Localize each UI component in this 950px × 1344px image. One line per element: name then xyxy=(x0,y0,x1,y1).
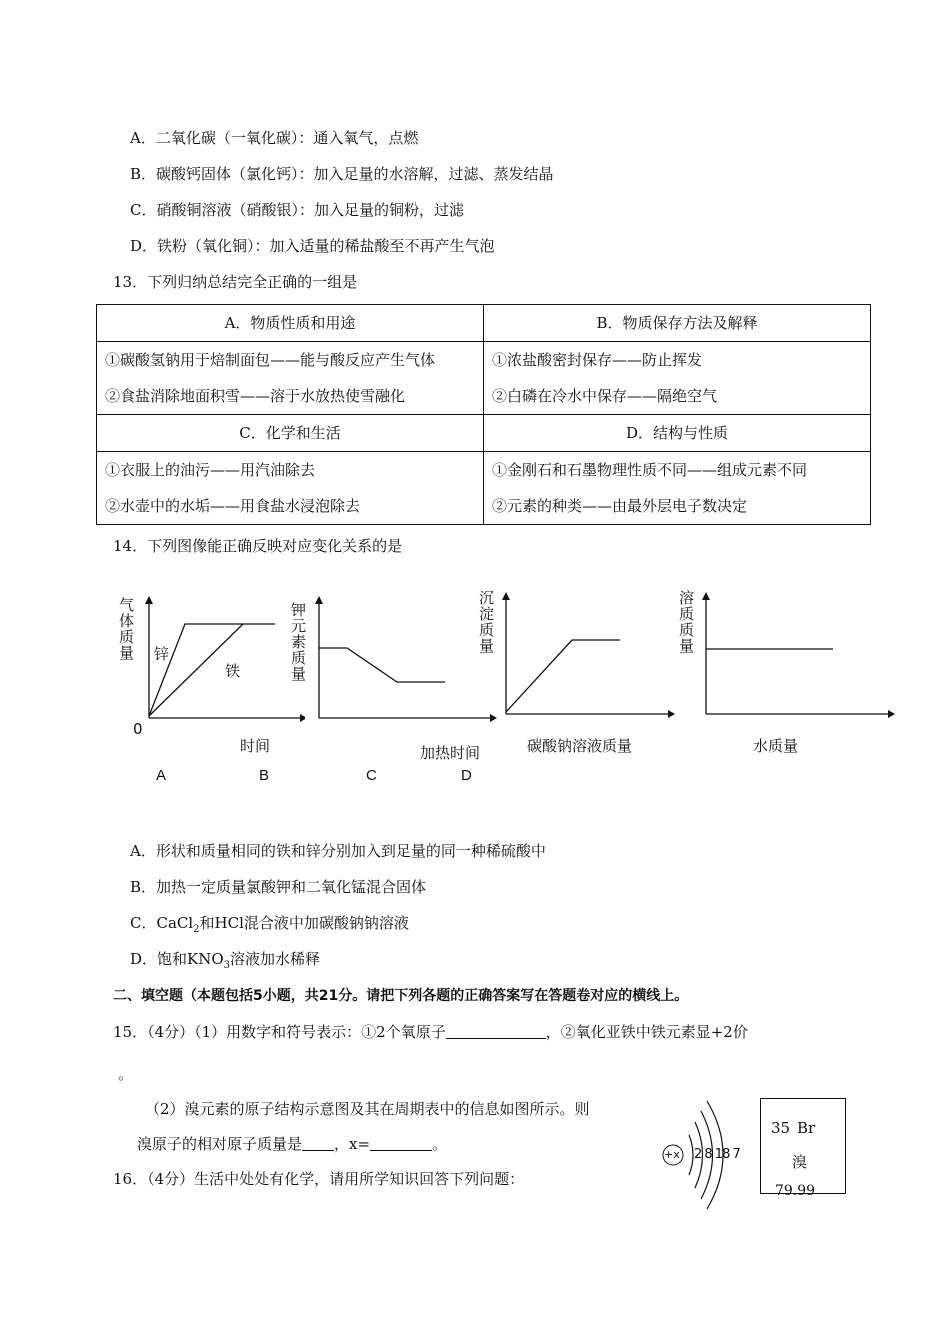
q14-stem: 14．下列图像能正确反映对应变化关系的是 xyxy=(113,537,403,555)
q13-c-item2: ②水壶中的水垢——用食盐水浸泡除去 xyxy=(105,497,361,515)
q12-option-a: A．二氧化碳（一氧化碳）：通入氧气，点燃 xyxy=(130,129,419,147)
graph-c-x-arrow xyxy=(668,710,675,718)
nucleus-charge: +x xyxy=(664,1148,680,1161)
graph-a-xlabel: 时间 xyxy=(240,737,271,755)
q13-stem: 13．下列归纳总结完全正确的一组是 xyxy=(113,273,358,291)
graph-c-xlabel: 碳酸钠溶液质量 xyxy=(527,737,633,755)
periodic-table-cell xyxy=(760,1098,846,1199)
q13-b-head: B．物质保存方法及解释 xyxy=(484,305,871,342)
q15-blank-3[interactable] xyxy=(370,1135,432,1151)
q15-blank-1[interactable] xyxy=(446,1023,546,1039)
q15-part1-end: 。 xyxy=(118,1065,134,1083)
q15-part2-c: ，x= xyxy=(334,1135,371,1153)
q13-b-body xyxy=(484,342,871,415)
q13-a-item2: ②食盐消除地面积雪——溶于水放热使雪融化 xyxy=(105,387,406,405)
graph-a-zinc-line xyxy=(149,624,275,716)
q14-option-c-pre: C．CaCl xyxy=(130,914,194,932)
graph-caption-b: B xyxy=(259,767,270,784)
q15-part2-b: 溴原子的相对原子质量是 xyxy=(137,1135,303,1153)
graph-b-line xyxy=(319,648,445,682)
graph-b-x-arrow xyxy=(490,714,497,722)
q15-part1 xyxy=(113,1021,748,1042)
graph-caption-a: A xyxy=(156,767,167,784)
q13-a-body xyxy=(97,342,484,415)
shell-1 xyxy=(689,1135,693,1175)
graph-d xyxy=(700,588,895,718)
q15-part1-b: ，②氧化亚铁中铁元素显+2价 xyxy=(545,1023,748,1041)
graph-d-ylabel: 溶质质量 xyxy=(679,589,695,655)
q14-option-c xyxy=(130,912,409,935)
q14-option-b: B．加热一定质量氯酸钾和二氧化锰混合固体 xyxy=(130,878,427,896)
q13-a-head: A．物质性质和用途 xyxy=(97,305,484,342)
graph-d-xlabel: 水质量 xyxy=(753,737,799,755)
q13-d-body xyxy=(484,452,871,525)
q13-b-item2: ②白磷在冷水中保存——隔绝空气 xyxy=(492,387,718,405)
element-symbol: Br xyxy=(797,1119,816,1137)
graph-a-iron-label: 铁 xyxy=(225,662,241,680)
q12-option-c: C．硝酸铜溶液（硝酸银）：加入足量的铜粉，过滤 xyxy=(130,201,464,219)
graph-c-y-arrow xyxy=(502,592,510,600)
graph-a-origin: 0 xyxy=(133,720,143,738)
q15-part1-a: 15．（4分）（1）用数字和符号表示：①2个氧原子 xyxy=(113,1023,446,1041)
q15-part2-line1: （2）溴元素的原子结构示意图及其在周期表中的信息如图所示。则 xyxy=(145,1100,590,1118)
graph-d-y-arrow xyxy=(702,592,710,600)
graph-d-x-arrow xyxy=(888,710,895,718)
q13-c-head: C．化学和生活 xyxy=(97,415,484,452)
q15-part2-line2 xyxy=(137,1133,447,1154)
graph-c-line xyxy=(506,640,620,712)
q14-option-d-sub: 3 xyxy=(223,960,231,971)
q16-stem: 16．（4分）生活中处处有化学，请用所学知识回答下列问题： xyxy=(113,1170,525,1188)
graph-b-ylabel: 钾元素质量 xyxy=(291,601,307,683)
q13-a-item1: ①碳酸氢钠用于焙制面包——能与酸反应产生气体 xyxy=(105,351,436,369)
graph-a-zinc-label: 锌 xyxy=(154,645,170,663)
q13-table xyxy=(96,304,871,525)
graph-a-ylabel: 气体质量 xyxy=(119,596,135,662)
q12-option-b: B．碳酸钙固体（氯化钙）：加入足量的水溶解，过滤、蒸发结晶 xyxy=(130,165,554,183)
q14-option-d-post: 溶液加水稀释 xyxy=(230,950,321,968)
graph-c-ylabel: 沉淀质量 xyxy=(479,589,495,655)
graph-b-y-arrow xyxy=(315,596,323,604)
element-name: 溴 xyxy=(792,1153,808,1171)
q13-c-item1: ①衣服上的油污——用汽油除去 xyxy=(105,461,316,479)
graph-b xyxy=(312,589,497,722)
q14-option-c-sub: 2 xyxy=(193,924,200,935)
q13-c-body xyxy=(97,452,484,525)
q13-b-item1: ①浓盐酸密封保存——防止挥发 xyxy=(492,351,703,369)
q13-d-item1: ①金刚石和石墨物理性质不同——组成元素不同 xyxy=(492,461,808,479)
q15-blank-2[interactable] xyxy=(302,1135,334,1151)
q14-option-a: A．形状和质量相同的铁和锌分别加入到足量的同一种稀硫酸中 xyxy=(130,842,546,860)
graph-b-xlabel: 加热时间 xyxy=(420,744,481,762)
electron-shells: 2 8 18 7 xyxy=(694,1147,740,1162)
q14-option-d xyxy=(130,948,320,971)
graph-a-x-arrow xyxy=(300,714,305,722)
graph-c xyxy=(500,588,675,718)
q15-part2-d: 。 xyxy=(432,1135,448,1153)
element-number: 35 xyxy=(771,1119,791,1137)
q12-option-d: D．铁粉（氧化铜）：加入适量的稀盐酸至不再产生气泡 xyxy=(130,237,495,255)
graph-caption-d: D xyxy=(461,767,472,784)
section2-heading: 二、填空题（本题包括5小题，共21分。请把下列各题的正确答案写在答题卷对应的横线上。 xyxy=(113,988,689,1004)
q13-d-head: D．结构与性质 xyxy=(484,415,871,452)
graph-caption-c: C xyxy=(366,767,377,784)
q14-option-c-post: 和HCl混合液中加碳酸钠钠溶液 xyxy=(199,914,409,932)
q14-option-d-pre: D．饱和KNO xyxy=(130,950,224,968)
q13-d-item2: ②元素的种类——由最外层电子数决定 xyxy=(492,497,748,515)
graph-a-y-arrow xyxy=(145,596,153,604)
element-mass: 79.99 xyxy=(775,1183,816,1199)
